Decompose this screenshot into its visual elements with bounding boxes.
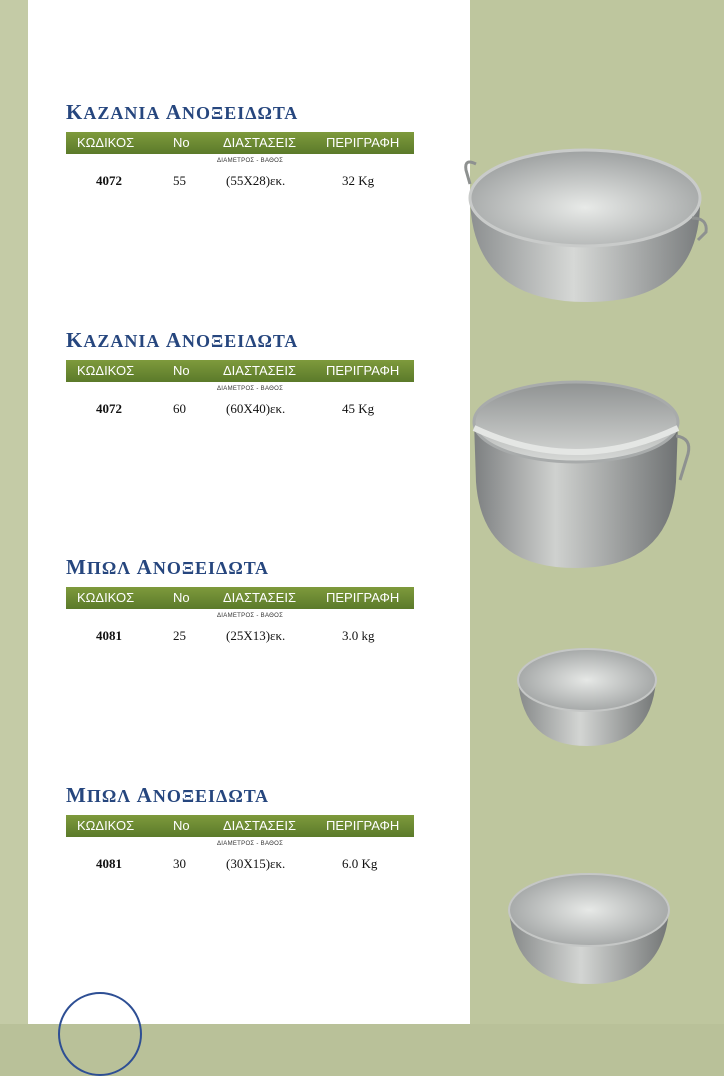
product-code: 4072 xyxy=(96,401,122,416)
product-weight: 6.0 Kg xyxy=(342,856,378,871)
table-header xyxy=(66,360,414,382)
dimensions-subheader: ΔΙΑΜΕΤΡΟΣ - ΒΑΘΟΣ xyxy=(217,158,284,164)
product-number: 60 xyxy=(173,401,186,416)
header-description: ΠΕΡΙΓΡΑΦΗ xyxy=(326,590,400,605)
header-no: Νο xyxy=(173,590,190,605)
header-description: ΠΕΡΙΓΡΑΦΗ xyxy=(326,818,400,833)
header-dimensions: ΔΙΑΣΤΑΣΕΙΣ xyxy=(223,818,297,833)
header-no: Νο xyxy=(173,818,190,833)
section-title: ΜΠΩΛ ΑΝΟΞΕΙΔΩΤΑ xyxy=(66,783,269,807)
header-dimensions: ΔΙΑΣΤΑΣΕΙΣ xyxy=(223,363,297,378)
header-code: ΚΩΔΙΚΟΣ xyxy=(77,135,135,150)
header-code: ΚΩΔΙΚΟΣ xyxy=(77,363,135,378)
large-bowl-image xyxy=(462,140,712,310)
product-number: 30 xyxy=(173,856,186,871)
header-code: ΚΩΔΙΚΟΣ xyxy=(77,590,135,605)
header-dimensions: ΔΙΑΣΤΑΣΕΙΣ xyxy=(223,590,297,605)
header-no: Νο xyxy=(173,363,190,378)
product-weight: 3.0 kg xyxy=(342,628,375,643)
left-margin-strip xyxy=(0,0,28,1024)
product-weight: 32 Kg xyxy=(342,173,375,188)
section-title: ΚΑΖΑΝΙΑ ΑΝΟΞΕΙΔΩΤΑ xyxy=(66,328,299,352)
product-code: 4081 xyxy=(96,856,122,871)
small-bowl-25-image xyxy=(515,644,660,749)
dimensions-subheader: ΔΙΑΜΕΤΡΟΣ - ΒΑΘΟΣ xyxy=(217,386,284,392)
section-title: ΜΠΩΛ ΑΝΟΞΕΙΔΩΤΑ xyxy=(66,555,269,579)
table-header xyxy=(66,815,414,837)
header-dimensions: ΔΙΑΣΤΑΣΕΙΣ xyxy=(223,135,297,150)
product-number: 55 xyxy=(173,173,186,188)
header-description: ΠΕΡΙΓΡΑΦΗ xyxy=(326,363,400,378)
table-header xyxy=(66,132,414,154)
product-code: 4081 xyxy=(96,628,122,643)
product-dimensions: (30X15)εκ. xyxy=(226,856,286,871)
product-dimensions: (60X40)εκ. xyxy=(226,401,286,416)
dimensions-subheader: ΔΙΑΜΕΤΡΟΣ - ΒΑΘΟΣ xyxy=(217,613,284,619)
small-bowl-30-image xyxy=(505,868,675,988)
product-dimensions: (55X28)εκ. xyxy=(226,173,286,188)
product-weight: 45 Kg xyxy=(342,401,375,416)
product-dimensions: (25X13)εκ. xyxy=(226,628,286,643)
header-no: Νο xyxy=(173,135,190,150)
deep-pot-image xyxy=(468,372,693,572)
table-header xyxy=(66,587,414,609)
page-number-arc xyxy=(58,992,142,1076)
dimensions-subheader: ΔΙΑΜΕΤΡΟΣ - ΒΑΘΟΣ xyxy=(217,841,284,847)
header-code: ΚΩΔΙΚΟΣ xyxy=(77,818,135,833)
product-code: 4072 xyxy=(96,173,122,188)
product-number: 25 xyxy=(173,628,186,643)
section-title: ΚΑΖΑΝΙΑ ΑΝΟΞΕΙΔΩΤΑ xyxy=(66,100,299,124)
header-description: ΠΕΡΙΓΡΑΦΗ xyxy=(326,135,400,150)
